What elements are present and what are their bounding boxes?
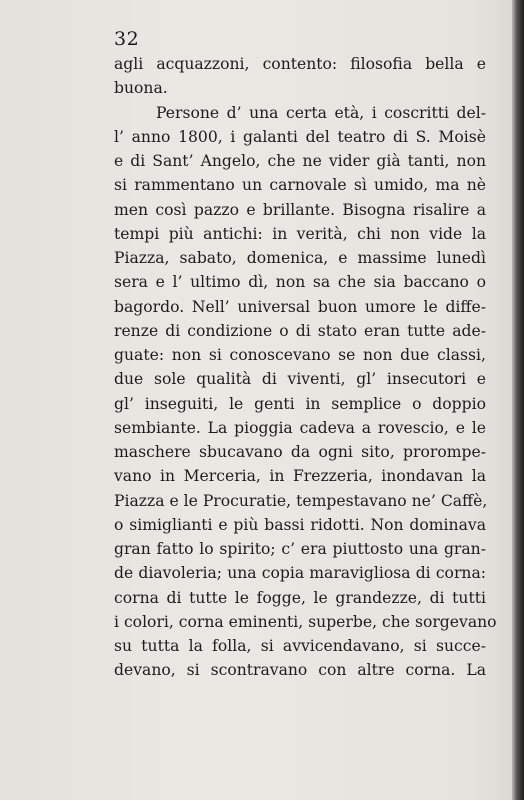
text-line: maschere sbucavano da ogni sito, prorompe- bbox=[114, 443, 486, 461]
text-line: buona. bbox=[114, 79, 168, 98]
text-line: Piazza e le Procuratie, tempestavano ne’ Caffè, bbox=[114, 491, 488, 510]
text-line: i colori, corna eminenti, superbe, che sorgevano bbox=[114, 612, 497, 631]
text-line: de diavoleria; una copia maravigliosa di corna: bbox=[114, 564, 486, 583]
text-line: devano, si scontravano con altre corna. La bbox=[114, 661, 486, 680]
text-line: l’ anno 1800, i galanti del teatro di S. Moisè bbox=[114, 127, 486, 146]
text-line: si rammentano un carnovale sì umido, ma nè bbox=[114, 176, 486, 195]
body-text bbox=[114, 52, 497, 683]
text-line: Persone d’ una certa età, i coscritti del- bbox=[156, 103, 486, 122]
text-line: sera e l’ ultimo dì, non sa che sia baccano o bbox=[114, 273, 486, 292]
text-line: renze di condizione o di stato eran tutte ade- bbox=[114, 321, 486, 340]
text-line: guate: non si conoscevano se non due classi, bbox=[114, 346, 486, 364]
text-line: su tutta la folla, si avvicendavano, si succe- bbox=[114, 637, 486, 655]
text-line: sembiante. La pioggia cadeva a rovescio, e le bbox=[114, 418, 486, 437]
text-line: tempi più antichi: in verità, chi non vide la bbox=[114, 224, 486, 243]
text-line: men così pazzo e brillante. Bisogna risalire a bbox=[114, 200, 486, 219]
text-line: gran fatto lo spirito; c’ era piuttosto una gran- bbox=[114, 540, 486, 558]
page-number: 32 bbox=[114, 28, 140, 50]
page-edge-shadow bbox=[512, 0, 524, 800]
text-line: gl’ inseguiti, le genti in semplice o doppio bbox=[114, 394, 486, 413]
text-line: Piazza, sabato, domenica, e massime lunedì bbox=[114, 249, 486, 267]
text-line: bagordo. Nell’ universal buon umore le diffe- bbox=[114, 297, 486, 316]
text-line: due sole qualità di viventi, gl’ insecutori e bbox=[114, 370, 486, 389]
text-line: corna di tutte le fogge, le grandezze, di tutti bbox=[114, 588, 486, 607]
text-line: agli acquazzoni, contento: filosofia bella e bbox=[114, 55, 486, 73]
text-line: vano in Merceria, in Frezzeria, inondavan la bbox=[114, 467, 486, 486]
text-line: e di Sant’ Angelo, che ne vider già tanti, non bbox=[114, 152, 486, 170]
text-line: o simiglianti e più bassi ridotti. Non dominava bbox=[114, 515, 486, 534]
